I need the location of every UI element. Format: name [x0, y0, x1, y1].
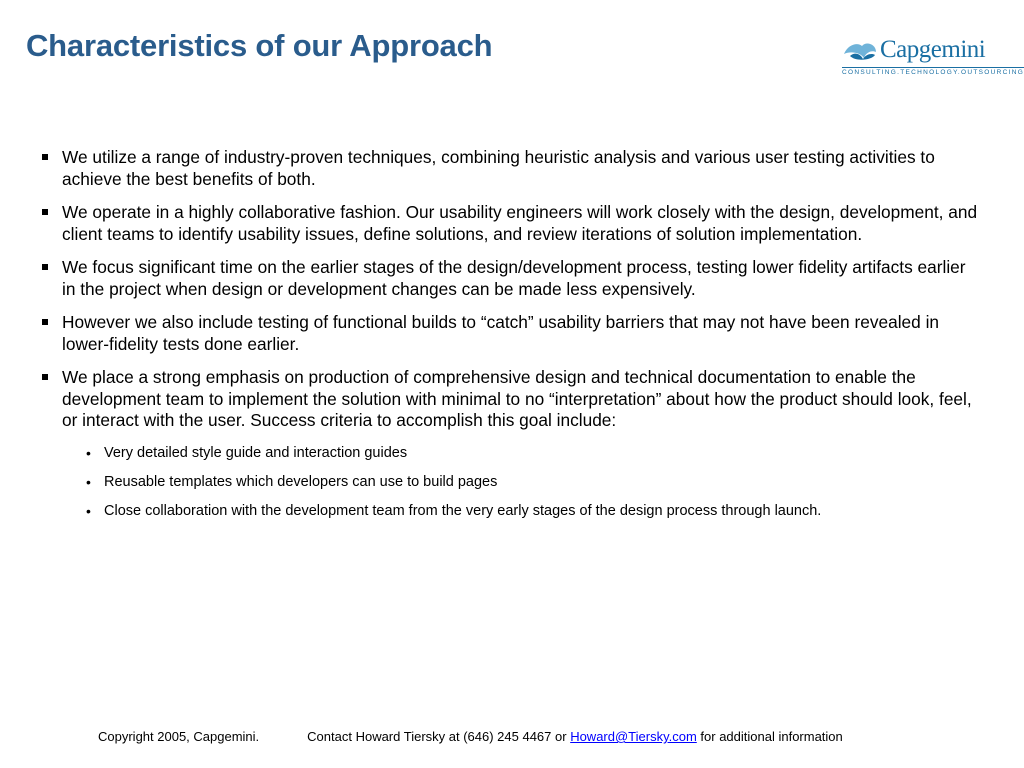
round-bullet-icon: • [86, 473, 91, 490]
bullet-item [40, 147, 980, 190]
sub-bullet-list [40, 444, 980, 520]
bullet-item [40, 202, 980, 245]
sub-bullet-item [40, 502, 980, 520]
bullet-text: We utilize a range of industry-proven techniques, combining heuristic analysis and various user testing activities to achieve the best benefits of both. [62, 147, 935, 189]
copyright-text: Copyright 2005, Capgemini. [98, 729, 260, 744]
bullet-item [40, 257, 980, 300]
contact-text: Contact Howard Tiersky at (646) 245 4467 or [307, 729, 571, 744]
bullet-text: We place a strong emphasis on production of comprehensive design and technical documentation to enable the development team to implement the solution with minimal to no “interpretation” about how the product should look, feel, or interact with the user. Success criteria to accomplish this goal include: [62, 367, 972, 430]
square-bullet-icon [42, 264, 48, 270]
sub-bullet-text: Close collaboration with the development team from the very early stages of the design process through launch. [104, 502, 822, 519]
square-bullet-icon [42, 319, 48, 325]
spade-logo-icon [842, 40, 878, 64]
footer [98, 729, 843, 744]
bullet-item [40, 367, 980, 432]
bullet-text: We operate in a highly collaborative fashion. Our usability engineers will work closely with the design, development, and client teams to identify usability issues, define solutions, and review iterations of solution implementation. [62, 202, 978, 244]
bullet-item [40, 312, 980, 355]
square-bullet-icon [42, 154, 48, 160]
bullet-text: However we also include testing of functional builds to “catch” usability barriers that may not have been revealed in lower-fidelity tests done earlier. [62, 312, 940, 354]
sub-bullet-text: Reusable templates which developers can use to build pages [104, 473, 498, 490]
sub-bullet-text: Very detailed style guide and interaction guides [104, 444, 408, 461]
bullet-text: We focus significant time on the earlier stages of the design/development process, testing lower fidelity artifacts earlier in the project when design or development changes can be made less expensively. [62, 257, 966, 299]
logo-tagline: CONSULTING.TECHNOLOGY.OUTSOURCING [842, 69, 1024, 76]
sub-bullet-item [40, 444, 980, 462]
contact-suffix-text: for additional information [696, 729, 843, 744]
capgemini-logo [840, 36, 1024, 80]
slide-title: Characteristics of our Approach [26, 28, 493, 63]
square-bullet-icon [42, 374, 48, 380]
round-bullet-icon: • [86, 444, 91, 461]
square-bullet-icon [42, 209, 48, 215]
slide-body [40, 147, 980, 531]
logo-wordmark: Capgemini [880, 36, 986, 63]
bullet-list [40, 147, 980, 432]
email-link[interactable]: Howard@Tiersky.com [570, 729, 697, 744]
round-bullet-icon: • [86, 502, 91, 519]
sub-bullet-item [40, 473, 980, 491]
